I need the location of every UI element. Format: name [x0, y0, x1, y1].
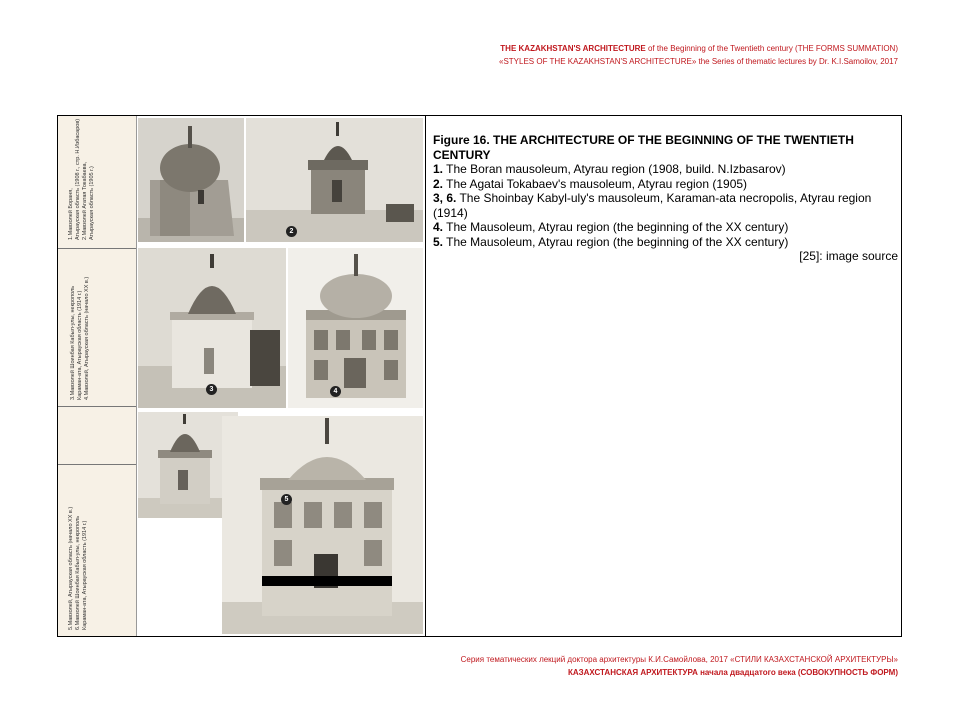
figure-item: [433, 162, 898, 177]
figure-item-number: 3, 6.: [433, 191, 457, 205]
photo-caption-strip: [58, 116, 137, 636]
photo-collage: [58, 116, 425, 636]
photo-boran-mausoleum: [246, 118, 423, 242]
photo-agatai-mausoleum: [138, 118, 244, 242]
figure-item-number: 5.: [433, 234, 444, 249]
figure-item-number: 1.: [433, 162, 444, 176]
figure-item-text: The Mausoleum, Atyrau region (the beginning of the XX century): [443, 234, 789, 249]
caption-line: Атырауская область (1908 г., стр. Н.Избасаров): [75, 118, 81, 240]
figure-caption: [433, 133, 898, 264]
caption-separator: [58, 464, 136, 465]
figure-item-text: The Boran mausoleum, Atyrau region (1908, build. N.Izbasarov): [443, 162, 786, 176]
figure-item: [433, 235, 898, 250]
caption-line: 6.Мавзолей Шоинбая Кабыл-улы, некрополь: [75, 515, 81, 630]
photo-ornamented-mausoleum: [288, 248, 423, 408]
photo-number-badge: 2: [286, 226, 297, 237]
header-title-rest: of the Beginning of the Twentieth century (THE FORMS SUMMATION): [645, 44, 898, 53]
caption-line: Караман-ата, Атырауская область (1914 г.): [82, 520, 88, 630]
caption-line: 2.Мавзолей Агатая Токабаева,: [82, 161, 88, 240]
figure-item-text: The Agatai Tokabaev's mausoleum, Atyrau region (1905): [443, 176, 748, 191]
header-line-2: «STYLES OF THE KAZAKHSTAN'S ARCHITECTURE» the Series of thematic lectures by Dr. K.I.Samoilov, 2017: [499, 57, 898, 66]
caption-line: Караман-ата, Атырауская область (1914 г.): [77, 290, 83, 400]
footer-line-2: КАЗАХСТАНСКАЯ АРХИТЕКТУРА начала двадцатого века (СОВОКУПНОСТЬ ФОРМ): [567, 668, 898, 677]
photos-area: [136, 116, 425, 636]
caption-block-2: [70, 277, 91, 400]
figure-item: [433, 177, 898, 192]
caption-line: Атырауская область (1905 г.): [89, 166, 95, 240]
caption-line: 1.Мавзолей Бораня,: [68, 188, 74, 240]
frame-divider: [425, 115, 426, 637]
photo-number-badge: 3: [206, 384, 217, 395]
image-source: [25]: image source: [799, 249, 898, 263]
caption-separator: [58, 406, 136, 407]
figure-item-number: 2.: [433, 176, 444, 191]
figure-item-text: The Mausoleum, Atyrau region (the beginning of the XX century): [443, 220, 789, 234]
header-line-1: [500, 44, 898, 53]
caption-block-3: [68, 507, 89, 630]
caption-block-1: [68, 119, 96, 240]
figure-item-number: 4.: [433, 220, 444, 234]
caption-line: 3.Мавзолей Шоинбая Кабыл-улы, некрополь: [70, 285, 76, 400]
figure-title: Figure 16. THE ARCHITECTURE OF THE BEGINNING OF THE TWENTIETH CENTURY: [433, 133, 854, 162]
photo-number-badge: 5: [281, 494, 292, 505]
caption-separator: [58, 248, 136, 249]
figure-item: [433, 220, 898, 235]
figure-item-text: The Shoinbay Kabyl-uly's mausoleum, Karaman-ata necropolis, Atyrau region (1914): [433, 191, 872, 220]
footer-line-1: Серия тематических лекций доктора архитектуры К.И.Самойлова, 2017 «СТИЛИ КАЗАХСТАНСКОЙ АРХИТЕКТУРЫ»: [460, 655, 898, 664]
figure-item: [433, 191, 898, 220]
header-title-bold: THE KAZAKHSTAN'S ARCHITECTURE: [500, 44, 646, 53]
photo-shoinbay-mausoleum-6: [222, 416, 423, 634]
caption-line: 4.Мавзолей, Атырауская область (начало ХХ в.): [84, 276, 90, 400]
photo-number-badge: 4: [330, 386, 341, 397]
caption-line: 5.Мавзолей, Атырауская область (начало ХХ в.): [68, 506, 74, 630]
